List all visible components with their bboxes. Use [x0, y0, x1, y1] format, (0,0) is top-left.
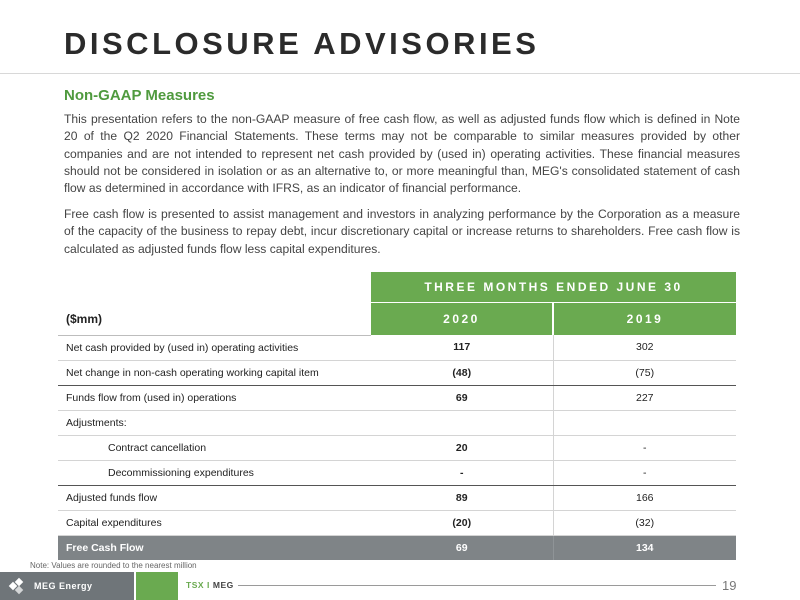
row-label: Contract cancellation: [58, 435, 371, 460]
row-label: Decommissioning expenditures: [58, 460, 371, 485]
table-period-header: THREE MONTHS ENDED JUNE 30: [371, 272, 736, 303]
value-2019: (75): [553, 360, 736, 385]
value-2019: -: [553, 435, 736, 460]
table-year-header-row: [58, 303, 736, 336]
diamond-logo-icon: [10, 579, 28, 593]
footer-accent-block: [136, 572, 178, 600]
year-header-2019: 2019: [553, 303, 736, 336]
table-row: [58, 335, 736, 360]
company-logo: [0, 572, 134, 600]
row-label: Free Cash Flow: [58, 535, 371, 560]
value-2020: (48): [371, 360, 553, 385]
value-2020: 69: [371, 535, 553, 560]
value-2020: [371, 410, 553, 435]
stock-ticker: [186, 580, 234, 590]
row-label: Capital expenditures: [58, 510, 371, 535]
table-units-label: ($mm): [58, 303, 371, 336]
row-label: Net cash provided by (used in) operating activities: [58, 335, 371, 360]
ticker-separator: I: [207, 580, 210, 590]
ticker-symbol: MEG: [212, 580, 234, 590]
logo-text: MEG Energy: [34, 581, 93, 591]
row-label: Adjustments:: [58, 410, 371, 435]
row-label: Net change in non-cash operating working capital item: [58, 360, 371, 385]
table-header-spacer: [58, 272, 371, 303]
value-2020: 69: [371, 385, 553, 410]
row-label: Adjusted funds flow: [58, 485, 371, 510]
value-2019: [553, 410, 736, 435]
value-2020: -: [371, 460, 553, 485]
table-row: [58, 410, 736, 435]
footer-divider: [238, 585, 716, 586]
table-row: [58, 510, 736, 535]
slide-title: DISCLOSURE ADVISORIES: [64, 26, 540, 61]
value-2019: (32): [553, 510, 736, 535]
table-total-row: [58, 535, 736, 560]
value-2019: 166: [553, 485, 736, 510]
value-2020: (20): [371, 510, 553, 535]
year-header-2020: 2020: [371, 303, 553, 336]
value-2019: 302: [553, 335, 736, 360]
value-2020: 89: [371, 485, 553, 510]
table-row: [58, 435, 736, 460]
title-divider: [0, 73, 800, 74]
value-2019: -: [553, 460, 736, 485]
value-2020: 20: [371, 435, 553, 460]
value-2019: 134: [553, 535, 736, 560]
row-label: Funds flow from (used in) operations: [58, 385, 371, 410]
body-paragraph-1: This presentation refers to the non-GAAP measure of free cash flow, as well as adjusted funds flow which is defined in Note 20 of the Q2 2020 Financial Statements. These terms may not be comparable to similar measures provided by other companies and are not intended to represent net cash provided by (used in) operating activities. These financial measures should not be considered in isolation or as an alternative to, or more meaningful than, MEG's consolidated statement of cash flow as determined in accordance with IFRS, as an indicator of financial performance.: [64, 112, 740, 196]
free-cash-flow-table: [58, 272, 736, 560]
section-heading: Non-GAAP Measures: [64, 87, 215, 104]
table-period-header-row: [58, 272, 736, 303]
value-2020: 117: [371, 335, 553, 360]
table-row: [58, 360, 736, 385]
table-row: [58, 485, 736, 510]
rounding-note: Note: Values are rounded to the nearest million: [30, 561, 197, 570]
body-paragraph-2: Free cash flow is presented to assist management and investors in analyzing performance by the Corporation as a measure of the capacity of the business to repay debt, incur discretionary capital or increase returns to shareholders. Free cash flow is calculated as adjusted funds flow less capital expenditures.: [64, 207, 740, 256]
table-row: [58, 385, 736, 410]
ticker-exchange: TSX: [186, 580, 205, 590]
table-row: [58, 460, 736, 485]
page-number: 19: [722, 578, 737, 593]
value-2019: 227: [553, 385, 736, 410]
